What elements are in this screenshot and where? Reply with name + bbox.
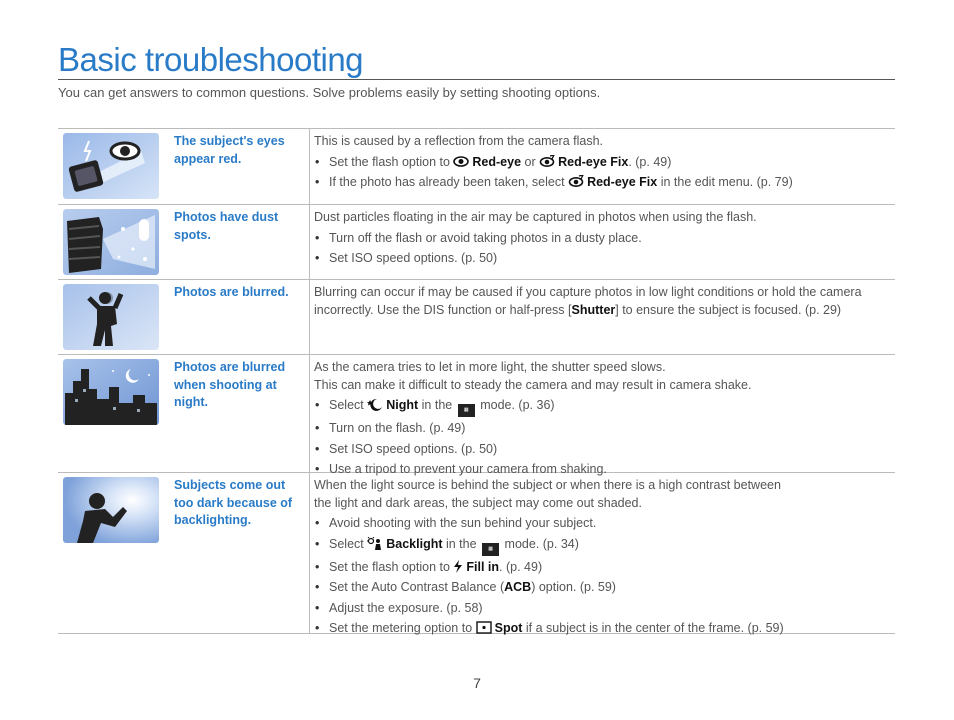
list-item-text: or	[524, 154, 536, 169]
solution-intro: When the light source is behind the subject or when there is a high contrast between	[314, 478, 781, 492]
list-item	[314, 536, 891, 556]
list-item-text: Set the flash option to	[329, 154, 450, 169]
issue-label: Photos are blurred when shooting at night.	[168, 355, 310, 472]
table-row	[58, 129, 895, 205]
solution-cell	[310, 473, 895, 633]
page-title: Basic troubleshooting	[58, 41, 364, 78]
list-item: • Set ISO speed options. (p. 50)	[314, 441, 891, 459]
list-item-text: Select	[329, 536, 364, 551]
table-row	[58, 355, 895, 476]
list-item-text: Set the metering option to	[329, 621, 473, 635]
list-item-text: in the	[421, 398, 453, 412]
solution-cell	[310, 355, 895, 476]
list-item-text: Select	[329, 398, 364, 412]
option-backlight: Backlight	[386, 536, 443, 551]
red-eye-fix-icon	[539, 155, 555, 168]
solution-intro: As the camera tries to let in more light, the shutter speed slows.	[314, 360, 666, 374]
shutter-key: Shutter	[571, 302, 616, 317]
list-item: • Set ISO speed options. (p. 50)	[314, 250, 891, 268]
list-item	[314, 559, 891, 577]
option-red-eye-fix: Red-eye Fix	[558, 154, 629, 169]
dust-spots-illustration	[63, 209, 159, 275]
solution-cell	[310, 205, 895, 279]
solution-intro: This can make it difficult to steady the camera and may result in camera shake.	[314, 377, 752, 392]
night-mode-icon	[367, 398, 383, 411]
issue-label: Photos have dust spots.	[168, 205, 310, 279]
list-item	[314, 154, 891, 172]
list-item-text: . (p. 49)	[628, 154, 672, 169]
list-item-text: Set the flash option to	[329, 559, 450, 574]
page-number: 7	[473, 675, 481, 691]
issue-label: Photos are blurred.	[168, 280, 310, 354]
solution-intro: Blurring can occur if may be caused if you capture photos in low light conditions or hold the camera incorrectly. Use the DIS function or half-press [Shutter] to ensure the subject is focused. (p. 29)	[314, 285, 862, 317]
issue-label: Subjects come out too dark because of backlighting.	[168, 473, 310, 633]
option-night: Night	[386, 398, 419, 412]
list-item: • Turn off the flash or avoid taking photos in a dusty place.	[314, 230, 891, 248]
spot-metering-icon	[476, 621, 492, 634]
list-item-text: Set the Auto Contrast Balance (	[329, 580, 505, 594]
option-spot: Spot	[494, 621, 523, 635]
list-item-text: in the edit menu. (p. 79)	[660, 175, 793, 189]
night-shot-illustration	[63, 359, 159, 425]
option-fill-in: Fill in	[466, 559, 500, 574]
list-item: • Adjust the exposure. (p. 58)	[314, 600, 891, 618]
solution-intro: This is caused by a reflection from the camera flash.	[314, 134, 604, 148]
list-item-text: mode. (p. 34)	[504, 536, 579, 551]
backlight-illustration	[63, 477, 159, 543]
solution-intro: Dust particles floating in the air may be captured in photos when using the flash.	[314, 210, 757, 224]
title-divider	[58, 79, 895, 80]
scene-mode-icon: ▦	[482, 543, 499, 556]
option-acb: ACB	[504, 580, 532, 594]
red-eye-fix-icon	[568, 175, 584, 188]
list-item	[314, 579, 891, 597]
list-item	[314, 397, 891, 417]
page-subtitle: You can get answers to common questions. Solve problems easily by setting shooting options.	[58, 85, 601, 100]
list-item-text: . (p. 49)	[499, 559, 543, 574]
red-eye-illustration	[63, 133, 159, 199]
list-item-text: ) option. (p. 59)	[531, 580, 616, 594]
solution-cell	[310, 280, 895, 354]
troubleshooting-table	[58, 128, 895, 634]
solution-cell	[310, 129, 895, 204]
backlight-icon	[367, 537, 383, 550]
list-item: • Avoid shooting with the sun behind your subject.	[314, 515, 891, 533]
table-row	[58, 473, 895, 634]
list-item-text: if a subject is in the center of the frame. (p. 59)	[525, 621, 784, 635]
list-item: • Turn on the flash. (p. 49)	[314, 420, 891, 438]
issue-label: The subject's eyes appear red.	[168, 129, 310, 204]
list-item	[314, 174, 891, 192]
table-row	[58, 280, 895, 355]
table-row	[58, 205, 895, 280]
list-item-text: If the photo has already been taken, select	[329, 175, 565, 189]
list-item-text: mode. (p. 36)	[480, 398, 555, 412]
list-item: • Use a tripod to prevent your camera from shaking.	[314, 461, 891, 479]
list-item	[314, 620, 891, 638]
red-eye-icon	[453, 155, 469, 168]
blurred-photo-illustration	[63, 284, 159, 350]
solution-intro: the light and dark areas, the subject may come out shaded.	[314, 495, 642, 510]
list-item-text: in the	[445, 536, 477, 551]
flash-fill-in-icon	[453, 560, 463, 573]
option-red-eye: Red-eye	[472, 154, 522, 169]
scene-mode-icon: ▦	[458, 404, 475, 417]
option-red-eye-fix: Red-eye Fix	[587, 175, 658, 189]
